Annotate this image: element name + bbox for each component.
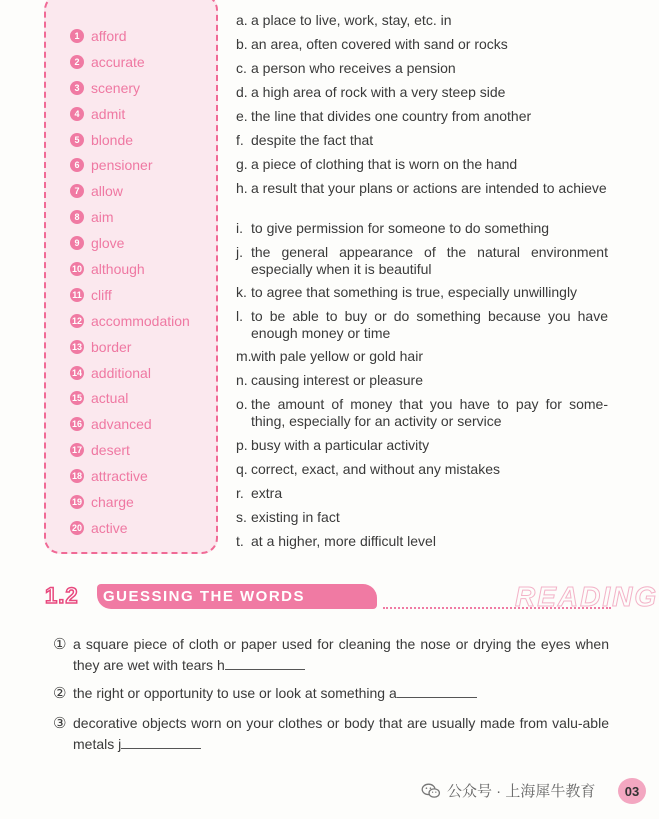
word-item — [70, 75, 190, 101]
definition-text: with pale yellow or gold hair — [251, 348, 423, 364]
definition-letter: f. — [236, 132, 244, 148]
section-title: GUESSING THE WORDS — [103, 588, 306, 605]
definition-letter: q. — [236, 461, 248, 477]
definition-letter: d. — [236, 84, 248, 100]
definition-text: to be able to buy or do something because you have enough money or time — [251, 308, 608, 341]
word-text: desert — [91, 442, 130, 459]
definition-item — [236, 284, 608, 301]
word-item — [70, 360, 190, 386]
word-text: cliff — [91, 286, 112, 303]
definition-item — [236, 60, 608, 77]
definition-letter: r. — [236, 485, 244, 501]
word-item — [70, 437, 190, 463]
word-number-badge: 5 — [70, 133, 84, 147]
definition-item — [236, 84, 608, 101]
wechat-icon — [421, 783, 441, 799]
word-text: glove — [91, 235, 125, 252]
word-text: border — [91, 338, 132, 355]
definition-letter: h. — [236, 180, 248, 196]
definition-letter: c. — [236, 60, 247, 76]
definition-letter: t. — [236, 533, 244, 549]
word-text: allow — [91, 183, 123, 200]
word-item — [70, 256, 190, 282]
word-number-badge: 13 — [71, 341, 82, 352]
answer-blank[interactable] — [225, 657, 305, 670]
page-number: 03 — [618, 778, 646, 804]
definition-text: the amount of money that you have to pay for some-thing, especially for an activity or service — [251, 396, 608, 429]
word-text: attractive — [91, 468, 148, 485]
definition-letter: n. — [236, 372, 248, 388]
word-item — [70, 489, 190, 515]
word-number-badge: 8 — [70, 210, 84, 224]
question-text: a square piece of cloth or paper used for cleaning the nose or drying the eyes when they are wet with tears — [73, 636, 609, 673]
definition-letter: k. — [236, 284, 247, 300]
question-marker: ③ — [53, 715, 67, 732]
definition-item — [236, 36, 608, 53]
word-number-badge: 1 — [70, 29, 84, 43]
question-text: decorative objects worn on your clothes or body that are usually made from valu-able metals — [73, 715, 609, 752]
word-item — [70, 230, 190, 256]
answer-blank[interactable] — [121, 736, 201, 749]
word-number-badge: 7 — [70, 184, 84, 198]
word-item — [70, 101, 190, 127]
word-text: blonde — [91, 131, 134, 148]
question-item — [53, 683, 609, 704]
word-number-badge: 3 — [70, 81, 84, 95]
definition-item — [236, 533, 608, 550]
definition-item — [236, 108, 608, 125]
definition-item — [236, 12, 608, 29]
definition-item — [236, 220, 608, 237]
definition-letter: a. — [236, 12, 248, 28]
definition-item — [236, 156, 608, 173]
word-item — [70, 308, 190, 334]
definition-text: busy with a particular activity — [251, 437, 430, 453]
word-item — [70, 23, 190, 49]
word-number-badge: 20 — [71, 522, 82, 533]
word-item — [70, 49, 190, 75]
word-item — [70, 127, 190, 153]
definition-text: an area, often covered with sand or rocks — [251, 36, 508, 52]
question-marker: ① — [53, 636, 67, 653]
word-text: accurate — [91, 53, 145, 70]
definition-item — [236, 308, 608, 341]
definition-letter: o. — [236, 396, 248, 412]
question-item — [53, 713, 609, 755]
word-text: scenery — [91, 79, 141, 96]
word-text: advanced — [91, 416, 152, 433]
word-item — [70, 178, 190, 204]
word-number-badge: 11 — [70, 288, 84, 302]
definition-item — [236, 396, 608, 429]
section-header — [45, 581, 659, 613]
word-text: afford — [91, 27, 127, 44]
definition-text: at a higher, more difficult level — [251, 533, 436, 549]
word-item — [70, 515, 190, 541]
word-item — [70, 334, 190, 360]
definition-letter: b. — [236, 36, 248, 52]
watermark-text: 公众号 · 上海犀牛教育 — [447, 783, 596, 800]
definition-letter: g. — [236, 156, 248, 172]
word-number-badge: 6 — [70, 158, 84, 172]
word-number-badge: 19 — [71, 496, 82, 507]
definition-text: to agree that something is true, especially unwillingly — [251, 284, 578, 300]
word-item — [70, 463, 190, 489]
word-item — [70, 152, 190, 178]
word-text: aim — [91, 209, 114, 226]
word-list — [70, 23, 190, 541]
word-number-badge: 10 — [71, 263, 82, 274]
definition-text: despite the fact that — [251, 132, 374, 148]
watermark — [421, 780, 595, 801]
word-text: additional — [91, 364, 151, 381]
definition-text: a high area of rock with a very steep side — [251, 84, 506, 100]
definition-item — [236, 485, 608, 502]
word-number-badge: 9 — [70, 236, 84, 250]
word-text: active — [91, 519, 128, 536]
definition-item — [236, 461, 608, 478]
definition-text: correct, exact, and without any mistakes — [251, 461, 500, 477]
definition-text: a result that your plans or actions are intended to achieve — [251, 180, 607, 196]
answer-hint-letter: h — [216, 657, 225, 673]
definition-letter: l. — [236, 308, 243, 324]
definition-item — [236, 132, 608, 149]
definition-text: extra — [251, 485, 283, 501]
question-item — [53, 634, 609, 676]
answer-hint-letter: j — [118, 736, 122, 752]
question-text: the right or opportunity to use or look at something — [73, 685, 386, 701]
definition-item — [236, 372, 608, 389]
definition-item — [236, 437, 608, 454]
definition-text: the general appearance of the natural environment especially when it is beautiful — [251, 244, 608, 277]
answer-blank[interactable] — [397, 685, 477, 698]
definition-text: a piece of clothing that is worn on the hand — [251, 156, 518, 172]
definition-text: to give permission for someone to do something — [251, 220, 550, 236]
word-number-badge: 4 — [70, 107, 84, 121]
definition-item — [236, 180, 608, 197]
section-number: 1.2 — [45, 583, 79, 608]
word-text: admit — [91, 105, 126, 122]
definition-text: a place to live, work, stay, etc. in — [251, 12, 452, 28]
word-text: pensioner — [91, 157, 153, 174]
definition-text: the line that divides one country from another — [251, 108, 532, 124]
question-marker: ② — [53, 685, 67, 702]
definition-item — [236, 244, 608, 277]
word-number-badge: 2 — [70, 55, 84, 69]
definition-letter: p. — [236, 437, 248, 453]
word-number-badge: 16 — [71, 419, 82, 430]
word-number-badge: 17 — [71, 445, 82, 456]
definition-letter: i. — [236, 220, 243, 236]
word-number-badge: 14 — [71, 367, 82, 378]
answer-hint-letter: a — [388, 685, 397, 701]
definition-text: existing in fact — [251, 509, 340, 525]
word-text: although — [91, 260, 145, 277]
section-decoration-text: READING — [515, 581, 659, 612]
word-text: charge — [91, 493, 134, 510]
word-text: accommodation — [91, 312, 190, 329]
definition-letter: j. — [236, 244, 243, 260]
definition-text: causing interest or pleasure — [251, 372, 423, 388]
word-text: actual — [91, 390, 129, 407]
word-item — [70, 282, 190, 308]
definition-item — [236, 509, 608, 526]
word-number-badge: 15 — [71, 393, 82, 404]
definition-letter: s. — [236, 509, 247, 525]
word-item — [70, 411, 190, 437]
word-item — [70, 385, 190, 411]
definition-letter: e. — [236, 108, 248, 124]
definition-letter: m. — [236, 348, 252, 364]
word-number-badge: 12 — [71, 315, 82, 326]
definition-item — [236, 348, 608, 365]
word-item — [70, 204, 190, 230]
definition-text: a person who receives a pension — [251, 60, 456, 76]
word-number-badge: 18 — [71, 471, 82, 482]
